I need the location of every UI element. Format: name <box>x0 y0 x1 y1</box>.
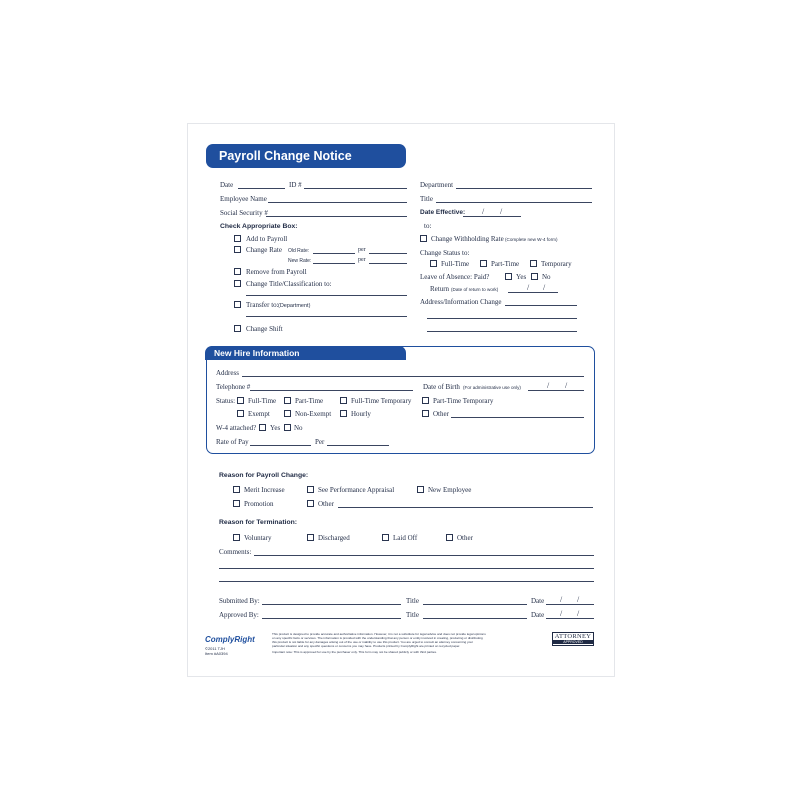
voluntary-label: Voluntary <box>244 534 272 542</box>
transfer-to-label: Transfer to: <box>246 301 279 309</box>
remove-from-payroll-checkbox[interactable] <box>234 268 241 275</box>
change-rate-checkbox[interactable] <box>234 246 241 253</box>
rate-of-pay-label: Rate of Pay <box>216 438 249 446</box>
department-field[interactable] <box>456 188 592 189</box>
department-paren-label: (Department) <box>278 303 311 309</box>
laid-off-label: Laid Off <box>393 534 418 542</box>
nh-part-time-temporary-label: Part-Time Temporary <box>433 397 494 405</box>
slash: / <box>547 381 550 390</box>
reason-termination-heading: Reason for Termination: <box>219 519 298 526</box>
submitted-title-label: Title <box>406 597 419 605</box>
date-effective-field[interactable] <box>463 216 521 217</box>
old-rate-field[interactable] <box>313 253 355 254</box>
nh-full-time-temporary-label: Full-Time Temporary <box>351 397 412 405</box>
address-change-field-2[interactable] <box>427 318 577 319</box>
return-label: Return <box>430 285 450 293</box>
id-label: ID # <box>289 181 302 189</box>
employee-name-field[interactable] <box>268 202 407 203</box>
telephone-label: Telephone # <box>216 383 251 391</box>
comments-label: Comments: <box>219 548 252 556</box>
attorney-label: ATTORNEY <box>554 633 592 640</box>
nh-hourly-label: Hourly <box>351 410 371 418</box>
nh-per-label: Per <box>315 438 325 446</box>
approved-title-field[interactable] <box>423 618 527 619</box>
nh-exempt-label: Exempt <box>248 410 270 418</box>
nh-non-exempt-checkbox[interactable] <box>284 410 291 417</box>
return-date-field[interactable] <box>508 292 558 293</box>
address-change-field-1[interactable] <box>505 305 577 306</box>
date-label: Date <box>220 181 234 189</box>
see-performance-label: See Performance Appraisal <box>318 486 395 494</box>
return-note: (Date of return to work) <box>451 287 499 292</box>
id-field[interactable] <box>304 188 407 189</box>
w4-no-label: No <box>294 424 303 432</box>
to-label: to: <box>424 222 432 230</box>
status-part-time-checkbox[interactable] <box>480 260 487 267</box>
change-withholding-checkbox[interactable] <box>420 235 427 242</box>
nh-part-time-temporary-checkbox[interactable] <box>422 397 429 404</box>
approved-label: APPROVED <box>553 640 593 644</box>
date-effective-label: Date Effective: <box>420 209 466 216</box>
status-label: Status: <box>216 397 236 405</box>
w4-attached-label: W-4 attached? <box>216 424 257 432</box>
address-field[interactable] <box>242 376 584 377</box>
paid-yes-checkbox[interactable] <box>505 273 512 280</box>
telephone-field[interactable] <box>250 390 413 391</box>
slash: / <box>565 381 568 390</box>
nh-other-checkbox[interactable] <box>422 410 429 417</box>
promotion-label: Promotion <box>244 500 274 508</box>
dob-field[interactable] <box>528 390 584 391</box>
disclaimer-line: particular situation and any specific questions or concerns you may have. Products printed by ComplyRight are printed on recycled paper. <box>272 644 461 648</box>
submitted-title-field[interactable] <box>423 604 527 605</box>
comments-field-1[interactable] <box>254 555 594 556</box>
nh-non-exempt-label: Non-Exempt <box>295 410 332 418</box>
approved-date-field[interactable] <box>546 618 594 619</box>
dob-label: Date of Birth <box>423 383 460 391</box>
slash: / <box>577 609 580 618</box>
leave-of-absence-label: Leave of Absence: Paid? <box>420 273 490 281</box>
w4-yes-checkbox[interactable] <box>259 424 266 431</box>
rate-of-pay-field[interactable] <box>250 445 311 446</box>
promotion-checkbox[interactable] <box>233 500 240 507</box>
add-to-payroll-label: Add to Payroll <box>246 235 288 243</box>
ssn-label: Social Security # <box>220 209 268 217</box>
termination-other-checkbox[interactable] <box>446 534 453 541</box>
new-employee-label: New Employee <box>428 486 472 494</box>
merit-increase-label: Merit Increase <box>244 486 285 494</box>
title-label: Title <box>420 195 433 203</box>
per-label: per <box>358 247 366 253</box>
nh-part-time-label: Part-Time <box>295 397 324 405</box>
slash: / <box>527 283 530 292</box>
nh-full-time-label: Full-Time <box>248 397 277 405</box>
old-rate-per-field[interactable] <box>369 253 407 254</box>
submitted-date-label: Date <box>531 597 545 605</box>
submitted-date-field[interactable] <box>546 604 594 605</box>
w4-no-checkbox[interactable] <box>284 424 291 431</box>
dob-note: (For administrative use only) <box>463 385 521 390</box>
per-label: per <box>358 257 366 263</box>
form-title: Payroll Change Notice <box>219 149 352 163</box>
change-title-field[interactable] <box>246 295 407 296</box>
nh-full-time-checkbox[interactable] <box>237 397 244 404</box>
disclaimer-line: This product is designed to provide accurate and authoritative information. However, it is not a substitute for legal advice and does not provide legal opinions <box>272 632 486 636</box>
nh-full-time-temporary-checkbox[interactable] <box>340 397 347 404</box>
approved-date-label: Date <box>531 611 545 619</box>
nh-per-field[interactable] <box>327 445 389 446</box>
slash: / <box>560 595 563 604</box>
approved-by-field[interactable] <box>262 618 401 619</box>
approved-title-label: Title <box>406 611 419 619</box>
new-rate-label: New Rate: <box>288 258 312 264</box>
change-title-checkbox[interactable] <box>234 280 241 287</box>
add-to-payroll-checkbox[interactable] <box>234 235 241 242</box>
slash: / <box>500 207 503 216</box>
disclaimer-line: Important note: This is approved for use by the purchaser only. This form may not be shared publicly or with third parties. <box>272 650 437 654</box>
remove-from-payroll-label: Remove from Payroll <box>246 268 307 276</box>
title-field[interactable] <box>436 202 592 203</box>
see-performance-checkbox[interactable] <box>307 486 314 493</box>
new-employee-checkbox[interactable] <box>417 486 424 493</box>
discharged-checkbox[interactable] <box>307 534 314 541</box>
status-part-time-label: Part-Time <box>491 260 520 268</box>
paid-yes-label: Yes <box>516 273 527 281</box>
ssn-field[interactable] <box>266 216 407 217</box>
status-temporary-checkbox[interactable] <box>530 260 537 267</box>
department-label: Department <box>420 181 454 189</box>
reason-other-field[interactable] <box>338 507 593 508</box>
discharged-label: Discharged <box>318 534 350 542</box>
reason-other-checkbox[interactable] <box>307 500 314 507</box>
approved-by-label: Approved By: <box>219 611 259 619</box>
check-box-heading: Check Appropriate Box: <box>220 223 298 230</box>
change-shift-label: Change Shift <box>246 325 283 333</box>
address-label: Address <box>216 369 239 377</box>
reason-other-label: Other <box>318 500 334 508</box>
new-rate-field[interactable] <box>313 263 355 264</box>
slash: / <box>577 595 580 604</box>
new-hire-banner <box>205 346 406 360</box>
transfer-to-checkbox[interactable] <box>234 301 241 308</box>
slash: / <box>482 207 485 216</box>
new-rate-per-field[interactable] <box>369 263 407 264</box>
nh-exempt-checkbox[interactable] <box>237 410 244 417</box>
employee-name-label: Employee Name <box>220 195 267 203</box>
laid-off-checkbox[interactable] <box>382 534 389 541</box>
address-change-field-3[interactable] <box>427 331 577 332</box>
nh-part-time-checkbox[interactable] <box>284 397 291 404</box>
submitted-by-label: Submitted By: <box>219 597 260 605</box>
change-withholding-label: Change Withholding Rate <box>431 235 504 243</box>
nh-hourly-checkbox[interactable] <box>340 410 347 417</box>
merit-increase-checkbox[interactable] <box>233 486 240 493</box>
change-shift-checkbox[interactable] <box>234 325 241 332</box>
address-change-label: Address/Information Change <box>420 298 502 306</box>
w4-note: (Complete new W-4 form) <box>505 237 558 242</box>
date-field[interactable] <box>238 188 285 189</box>
change-title-label: Change Title/Classification to: <box>246 280 332 288</box>
change-rate-label: Change Rate <box>246 246 282 254</box>
slash: / <box>543 283 546 292</box>
submitted-by-field[interactable] <box>262 604 401 605</box>
slash: / <box>560 609 563 618</box>
nh-other-label: Other <box>433 410 449 418</box>
transfer-to-field[interactable] <box>246 316 407 317</box>
new-hire-heading: New Hire Information <box>214 348 300 358</box>
change-status-to-label: Change Status to: <box>420 249 470 257</box>
complyright-logo: ComplyRight <box>205 635 255 644</box>
termination-other-label: Other <box>457 534 473 542</box>
form-title-banner <box>206 144 406 168</box>
comments-field-3[interactable] <box>219 581 594 582</box>
paid-no-checkbox[interactable] <box>531 273 538 280</box>
reason-change-heading: Reason for Payroll Change: <box>219 472 309 479</box>
status-temporary-label: Temporary <box>541 260 572 268</box>
comments-field-2[interactable] <box>219 568 594 569</box>
voluntary-checkbox[interactable] <box>233 534 240 541</box>
nh-other-field[interactable] <box>451 417 584 418</box>
disclaimer-line: this product is not liable for any damages arising out of the use or inability to use this product. You are urged to consult an attorney concerning your <box>272 640 474 644</box>
attorney-approved-badge <box>552 632 594 646</box>
paid-no-label: No <box>542 273 551 281</box>
status-full-time-checkbox[interactable] <box>430 260 437 267</box>
item-number: Item #A0394 <box>205 651 228 656</box>
status-full-time-label: Full-Time <box>441 260 470 268</box>
w4-yes-label: Yes <box>270 424 281 432</box>
old-rate-label: Old Rate: <box>288 248 310 254</box>
disclaimer-line: on any specific facts or services. The information is provided with the understanding that any person or entity involved in creating, producing or distributing <box>272 636 483 640</box>
copyright-text: ©2011 TJH <box>205 646 225 651</box>
